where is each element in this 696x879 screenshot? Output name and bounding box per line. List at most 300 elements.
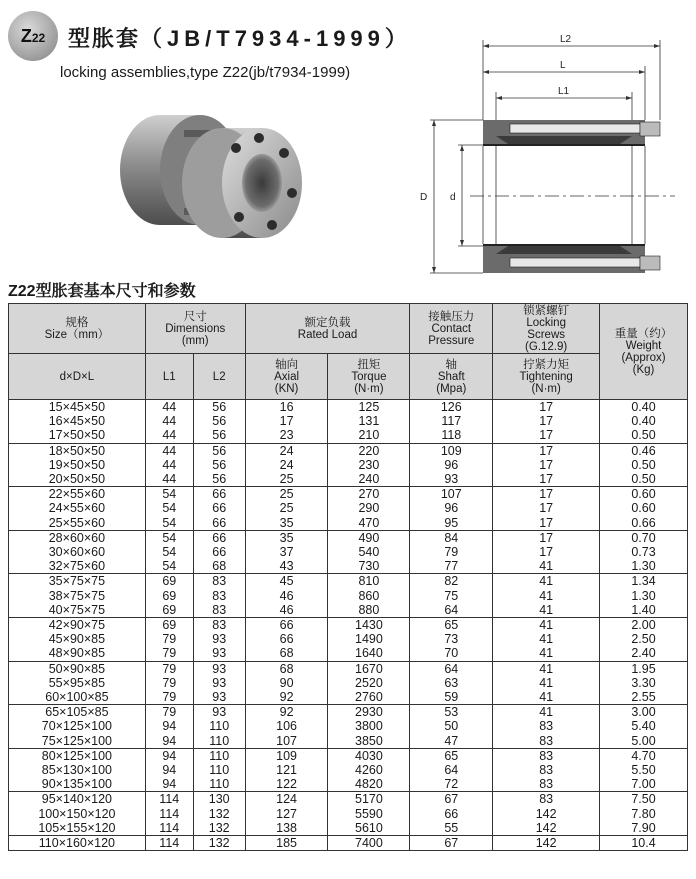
cell-shaft: 118 xyxy=(410,428,493,443)
cell-L2: 110 xyxy=(193,763,245,777)
cell-tightening: 17 xyxy=(493,545,600,559)
cell-shaft: 93 xyxy=(410,472,493,487)
cell-L1: 79 xyxy=(145,705,193,720)
cell-L2: 93 xyxy=(193,632,245,646)
cell-axial: 121 xyxy=(245,763,328,777)
cell-L2: 132 xyxy=(193,821,245,836)
cell-size: 70×125×100 xyxy=(9,719,146,733)
cell-L1: 114 xyxy=(145,807,193,821)
cell-shaft: 70 xyxy=(410,646,493,661)
cell-weight: 0.70 xyxy=(600,530,688,545)
cell-torque: 490 xyxy=(328,530,410,545)
cell-axial: 122 xyxy=(245,777,328,792)
cell-tightening: 142 xyxy=(493,821,600,836)
col-rated-load: 额定负载 Rated Load xyxy=(245,304,410,354)
table-row xyxy=(9,400,688,415)
cell-weight: 1.40 xyxy=(600,603,688,618)
cell-torque: 810 xyxy=(328,574,410,589)
cell-size: 28×60×60 xyxy=(9,530,146,545)
col-dimensions: 尺寸 Dimensions (mm) xyxy=(145,304,245,354)
cell-tightening: 142 xyxy=(493,807,600,821)
cell-axial: 92 xyxy=(245,690,328,705)
cell-tightening: 41 xyxy=(493,603,600,618)
cell-shaft: 64 xyxy=(410,603,493,618)
cell-size: 85×130×100 xyxy=(9,763,146,777)
cell-L1: 69 xyxy=(145,589,193,603)
cell-shaft: 50 xyxy=(410,719,493,733)
col-locking-screws: 锁紧螺钉 Locking Screws (G.12.9) xyxy=(493,304,600,354)
cell-L1: 54 xyxy=(145,530,193,545)
table-row xyxy=(9,574,688,589)
cell-tightening: 83 xyxy=(493,734,600,749)
cell-shaft: 53 xyxy=(410,705,493,720)
dim-L-label: L xyxy=(560,60,566,71)
cell-shaft: 66 xyxy=(410,807,493,821)
product-photo xyxy=(112,108,312,258)
cell-tightening: 41 xyxy=(493,559,600,574)
cell-L1: 44 xyxy=(145,400,193,415)
cell-shaft: 126 xyxy=(410,400,493,415)
cell-weight: 5.00 xyxy=(600,734,688,749)
table-row xyxy=(9,501,688,515)
page-subtitle: locking assemblies,type Z22(jb/t7934-1999) xyxy=(60,64,351,81)
cell-shaft: 95 xyxy=(410,516,493,531)
cell-weight: 0.60 xyxy=(600,501,688,515)
cell-size: 48×90×85 xyxy=(9,646,146,661)
table-title xyxy=(8,278,196,301)
cell-L1: 69 xyxy=(145,618,193,633)
cell-axial: 127 xyxy=(245,807,328,821)
cell-torque: 5590 xyxy=(328,807,410,821)
cell-shaft: 67 xyxy=(410,836,493,851)
table-row xyxy=(9,690,688,705)
cell-weight: 10.4 xyxy=(600,836,688,851)
cell-L2: 56 xyxy=(193,472,245,487)
cell-shaft: 109 xyxy=(410,443,493,458)
cell-torque: 270 xyxy=(328,487,410,502)
cell-size: 65×105×85 xyxy=(9,705,146,720)
cell-weight: 7.50 xyxy=(600,792,688,807)
col-weight: 重量（约） Weight (Approx) (Kg) xyxy=(600,304,688,400)
table-row xyxy=(9,516,688,531)
table-row xyxy=(9,618,688,633)
cell-tightening: 41 xyxy=(493,618,600,633)
cell-L1: 94 xyxy=(145,763,193,777)
cell-axial: 35 xyxy=(245,530,328,545)
cell-torque: 210 xyxy=(328,428,410,443)
col-shaft: 轴 Shaft (Mpa) xyxy=(410,354,493,400)
cell-shaft: 63 xyxy=(410,676,493,690)
cell-torque: 880 xyxy=(328,603,410,618)
cell-axial: 25 xyxy=(245,501,328,515)
cell-weight: 1.30 xyxy=(600,589,688,603)
cell-L1: 94 xyxy=(145,777,193,792)
table-row xyxy=(9,443,688,458)
cell-L2: 56 xyxy=(193,443,245,458)
cell-weight: 3.30 xyxy=(600,676,688,690)
cell-shaft: 96 xyxy=(410,458,493,472)
table-row xyxy=(9,545,688,559)
cell-torque: 131 xyxy=(328,414,410,428)
cell-torque: 4260 xyxy=(328,763,410,777)
table-row xyxy=(9,632,688,646)
cell-tightening: 17 xyxy=(493,414,600,428)
cell-tightening: 17 xyxy=(493,472,600,487)
cell-L2: 66 xyxy=(193,530,245,545)
cell-weight: 7.90 xyxy=(600,821,688,836)
cell-axial: 90 xyxy=(245,676,328,690)
cell-weight: 2.50 xyxy=(600,632,688,646)
dim-D-label: D xyxy=(420,192,428,203)
cell-L2: 66 xyxy=(193,545,245,559)
spec-table xyxy=(8,303,688,851)
cell-L1: 114 xyxy=(145,792,193,807)
cell-L2: 56 xyxy=(193,458,245,472)
cell-weight: 1.34 xyxy=(600,574,688,589)
cell-shaft: 79 xyxy=(410,545,493,559)
cell-tightening: 17 xyxy=(493,530,600,545)
cell-torque: 1670 xyxy=(328,661,410,676)
cell-weight: 0.46 xyxy=(600,443,688,458)
cell-L2: 110 xyxy=(193,777,245,792)
cell-shaft: 82 xyxy=(410,574,493,589)
cell-torque: 290 xyxy=(328,501,410,515)
cell-size: 25×55×60 xyxy=(9,516,146,531)
cell-size: 95×140×120 xyxy=(9,792,146,807)
cell-L2: 83 xyxy=(193,618,245,633)
cell-L1: 44 xyxy=(145,472,193,487)
cell-L2: 83 xyxy=(193,603,245,618)
cell-L1: 79 xyxy=(145,661,193,676)
cell-weight: 0.50 xyxy=(600,458,688,472)
cell-shaft: 77 xyxy=(410,559,493,574)
table-row xyxy=(9,734,688,749)
cell-tightening: 17 xyxy=(493,501,600,515)
table-row xyxy=(9,821,688,836)
cell-tightening: 17 xyxy=(493,428,600,443)
cell-axial: 37 xyxy=(245,545,328,559)
cell-L2: 83 xyxy=(193,589,245,603)
cell-L2: 56 xyxy=(193,428,245,443)
cell-shaft: 65 xyxy=(410,618,493,633)
cell-axial: 138 xyxy=(245,821,328,836)
cell-weight: 7.00 xyxy=(600,777,688,792)
cell-torque: 4030 xyxy=(328,748,410,763)
cell-weight: 3.00 xyxy=(600,705,688,720)
cell-axial: 17 xyxy=(245,414,328,428)
cell-tightening: 41 xyxy=(493,676,600,690)
cell-size: 55×95×85 xyxy=(9,676,146,690)
cell-weight: 7.80 xyxy=(600,807,688,821)
cell-shaft: 96 xyxy=(410,501,493,515)
table-row xyxy=(9,836,688,851)
cell-torque: 230 xyxy=(328,458,410,472)
type-badge xyxy=(8,11,58,61)
cell-axial: 66 xyxy=(245,618,328,633)
cell-tightening: 17 xyxy=(493,487,600,502)
cell-size: 17×50×50 xyxy=(9,428,146,443)
cell-axial: 24 xyxy=(245,443,328,458)
cell-axial: 68 xyxy=(245,661,328,676)
cell-L2: 68 xyxy=(193,559,245,574)
cell-size: 19×50×50 xyxy=(9,458,146,472)
cell-L2: 66 xyxy=(193,501,245,515)
cell-L2: 110 xyxy=(193,719,245,733)
cell-torque: 730 xyxy=(328,559,410,574)
table-row xyxy=(9,487,688,502)
cell-torque: 3800 xyxy=(328,719,410,733)
cell-shaft: 84 xyxy=(410,530,493,545)
col-L1: L1 xyxy=(145,354,193,400)
table-row xyxy=(9,603,688,618)
cell-weight: 0.66 xyxy=(600,516,688,531)
table-title-prefix: Z22 xyxy=(8,283,36,300)
cell-tightening: 41 xyxy=(493,574,600,589)
cell-size: 35×75×75 xyxy=(9,574,146,589)
cell-axial: 46 xyxy=(245,589,328,603)
cell-tightening: 41 xyxy=(493,589,600,603)
cell-tightening: 83 xyxy=(493,748,600,763)
cell-L2: 110 xyxy=(193,734,245,749)
cell-L1: 44 xyxy=(145,428,193,443)
cell-torque: 2930 xyxy=(328,705,410,720)
cell-axial: 46 xyxy=(245,603,328,618)
cell-size: 30×60×60 xyxy=(9,545,146,559)
cell-axial: 107 xyxy=(245,734,328,749)
cell-shaft: 73 xyxy=(410,632,493,646)
cell-weight: 0.50 xyxy=(600,428,688,443)
table-row xyxy=(9,763,688,777)
cell-L2: 132 xyxy=(193,807,245,821)
cell-size: 60×100×85 xyxy=(9,690,146,705)
cell-torque: 1640 xyxy=(328,646,410,661)
cell-L1: 54 xyxy=(145,559,193,574)
cell-torque: 7400 xyxy=(328,836,410,851)
cell-torque: 125 xyxy=(328,400,410,415)
cell-shaft: 64 xyxy=(410,763,493,777)
cell-tightening: 17 xyxy=(493,516,600,531)
cell-size: 38×75×75 xyxy=(9,589,146,603)
cell-axial: 35 xyxy=(245,516,328,531)
cell-L2: 93 xyxy=(193,705,245,720)
cell-L1: 44 xyxy=(145,414,193,428)
table-row xyxy=(9,661,688,676)
cell-axial: 185 xyxy=(245,836,328,851)
cell-L2: 93 xyxy=(193,661,245,676)
cell-L1: 94 xyxy=(145,719,193,733)
cell-axial: 23 xyxy=(245,428,328,443)
page-title xyxy=(68,22,412,53)
cell-L1: 54 xyxy=(145,501,193,515)
cell-L2: 93 xyxy=(193,676,245,690)
cell-shaft: 47 xyxy=(410,734,493,749)
cell-tightening: 83 xyxy=(493,792,600,807)
cell-shaft: 107 xyxy=(410,487,493,502)
col-L2: L2 xyxy=(193,354,245,400)
badge-main: Z xyxy=(20,25,32,46)
table-row xyxy=(9,705,688,720)
cell-torque: 1430 xyxy=(328,618,410,633)
cell-tightening: 17 xyxy=(493,458,600,472)
cell-L1: 79 xyxy=(145,690,193,705)
cell-axial: 124 xyxy=(245,792,328,807)
cell-L1: 54 xyxy=(145,487,193,502)
col-torque: 扭矩 Torque (N·m) xyxy=(328,354,410,400)
cell-weight: 2.55 xyxy=(600,690,688,705)
cell-shaft: 65 xyxy=(410,748,493,763)
cell-L2: 56 xyxy=(193,400,245,415)
table-row xyxy=(9,472,688,487)
col-size: 规格 Size（mm） xyxy=(9,304,146,354)
cell-L2: 56 xyxy=(193,414,245,428)
cell-shaft: 64 xyxy=(410,661,493,676)
cell-L1: 44 xyxy=(145,443,193,458)
table-row xyxy=(9,748,688,763)
table-row xyxy=(9,414,688,428)
cell-torque: 2520 xyxy=(328,676,410,690)
cell-weight: 2.40 xyxy=(600,646,688,661)
cell-weight: 1.30 xyxy=(600,559,688,574)
cell-size: 80×125×100 xyxy=(9,748,146,763)
cell-tightening: 83 xyxy=(493,719,600,733)
cell-torque: 4820 xyxy=(328,777,410,792)
cell-weight: 0.73 xyxy=(600,545,688,559)
cell-L1: 114 xyxy=(145,821,193,836)
cell-axial: 68 xyxy=(245,646,328,661)
table-title-text: 型胀套基本尺寸和参数 xyxy=(35,281,196,300)
cell-L2: 66 xyxy=(193,516,245,531)
cell-size: 75×125×100 xyxy=(9,734,146,749)
table-row xyxy=(9,792,688,807)
cell-L2: 130 xyxy=(193,792,245,807)
cell-weight: 0.60 xyxy=(600,487,688,502)
col-axial: 轴向 Axial (KN) xyxy=(245,354,328,400)
cell-weight: 2.00 xyxy=(600,618,688,633)
cell-L2: 132 xyxy=(193,836,245,851)
dim-L1-label: L1 xyxy=(558,86,570,97)
cell-L1: 44 xyxy=(145,458,193,472)
dim-d-label: d xyxy=(450,192,456,203)
cell-tightening: 142 xyxy=(493,836,600,851)
cell-torque: 1490 xyxy=(328,632,410,646)
cell-shaft: 117 xyxy=(410,414,493,428)
cell-tightening: 83 xyxy=(493,763,600,777)
cell-shaft: 72 xyxy=(410,777,493,792)
cell-L1: 69 xyxy=(145,574,193,589)
table-row xyxy=(9,559,688,574)
cell-size: 15×45×50 xyxy=(9,400,146,415)
cell-size: 42×90×75 xyxy=(9,618,146,633)
cell-weight: 5.50 xyxy=(600,763,688,777)
cell-torque: 2760 xyxy=(328,690,410,705)
cell-torque: 5610 xyxy=(328,821,410,836)
cell-weight: 5.40 xyxy=(600,719,688,733)
header xyxy=(8,6,412,86)
cell-L1: 114 xyxy=(145,836,193,851)
cell-L1: 79 xyxy=(145,676,193,690)
cell-torque: 3850 xyxy=(328,734,410,749)
cell-shaft: 75 xyxy=(410,589,493,603)
col-dDL: d×D×L xyxy=(9,354,146,400)
cell-torque: 220 xyxy=(328,443,410,458)
table-row xyxy=(9,530,688,545)
cell-shaft: 67 xyxy=(410,792,493,807)
cell-torque: 860 xyxy=(328,589,410,603)
cell-L1: 94 xyxy=(145,748,193,763)
table-row xyxy=(9,807,688,821)
cell-weight: 0.40 xyxy=(600,400,688,415)
table-row xyxy=(9,719,688,733)
col-tightening: 拧紧力矩 Tightening (N·m) xyxy=(493,354,600,400)
col-contact-pressure: 接触压力 Contact Pressure xyxy=(410,304,493,354)
cell-size: 110×160×120 xyxy=(9,836,146,851)
cell-L1: 79 xyxy=(145,632,193,646)
cell-L2: 110 xyxy=(193,748,245,763)
cell-axial: 106 xyxy=(245,719,328,733)
cell-size: 32×75×60 xyxy=(9,559,146,574)
title-cn: 型胀套 xyxy=(68,27,141,52)
cell-axial: 109 xyxy=(245,748,328,763)
cell-size: 105×155×120 xyxy=(9,821,146,836)
cell-L2: 93 xyxy=(193,646,245,661)
cell-size: 100×150×120 xyxy=(9,807,146,821)
cell-size: 90×135×100 xyxy=(9,777,146,792)
cell-axial: 66 xyxy=(245,632,328,646)
table-row xyxy=(9,589,688,603)
cell-shaft: 59 xyxy=(410,690,493,705)
cell-weight: 0.50 xyxy=(600,472,688,487)
cell-size: 20×50×50 xyxy=(9,472,146,487)
cell-axial: 43 xyxy=(245,559,328,574)
cell-L2: 83 xyxy=(193,574,245,589)
cell-tightening: 41 xyxy=(493,661,600,676)
cell-weight: 0.40 xyxy=(600,414,688,428)
cell-tightening: 17 xyxy=(493,443,600,458)
title-standard: （JB/T7934-1999） xyxy=(140,26,412,51)
cell-torque: 540 xyxy=(328,545,410,559)
section-drawing xyxy=(410,28,692,278)
cell-size: 40×75×75 xyxy=(9,603,146,618)
cell-size: 24×55×60 xyxy=(9,501,146,515)
cell-weight: 1.95 xyxy=(600,661,688,676)
cell-axial: 24 xyxy=(245,458,328,472)
cell-torque: 240 xyxy=(328,472,410,487)
cell-L2: 66 xyxy=(193,487,245,502)
cell-tightening: 41 xyxy=(493,632,600,646)
badge-sub: 22 xyxy=(31,31,46,45)
cell-tightening: 41 xyxy=(493,705,600,720)
cell-axial: 25 xyxy=(245,487,328,502)
cell-axial: 45 xyxy=(245,574,328,589)
spec-table-body xyxy=(9,400,688,851)
cell-axial: 16 xyxy=(245,400,328,415)
cell-tightening: 41 xyxy=(493,690,600,705)
cell-tightening: 83 xyxy=(493,777,600,792)
cell-shaft: 55 xyxy=(410,821,493,836)
cell-L1: 54 xyxy=(145,516,193,531)
cell-L1: 79 xyxy=(145,646,193,661)
cell-tightening: 17 xyxy=(493,400,600,415)
cell-size: 45×90×85 xyxy=(9,632,146,646)
cell-torque: 470 xyxy=(328,516,410,531)
table-row xyxy=(9,646,688,661)
dim-L2-label: L2 xyxy=(560,34,572,45)
cell-L1: 94 xyxy=(145,734,193,749)
cell-tightening: 41 xyxy=(493,646,600,661)
cell-axial: 25 xyxy=(245,472,328,487)
cell-size: 50×90×85 xyxy=(9,661,146,676)
table-row xyxy=(9,428,688,443)
